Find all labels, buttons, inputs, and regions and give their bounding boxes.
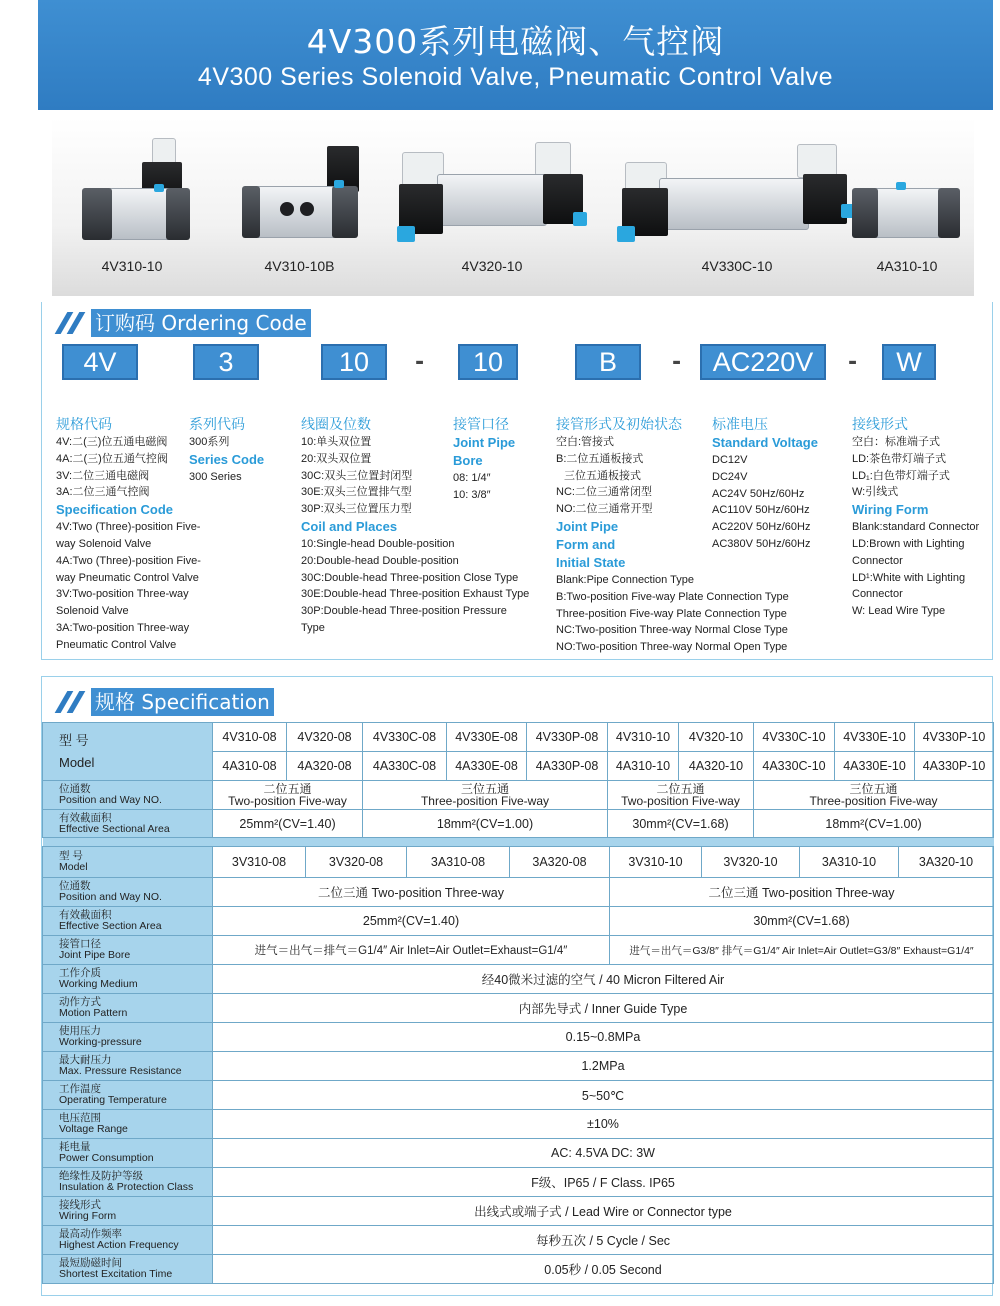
voltage-line: DC24V [712, 470, 748, 483]
joint-line: NC:二位三通常闭型 [556, 486, 652, 499]
spec-row-value: 内部先导式 / Inner Guide Type [213, 994, 994, 1023]
spec-row-value: 0.15~0.8MPa [213, 1023, 994, 1052]
bore-line: 08: 1/4″ [453, 472, 491, 484]
spec-row-value: F级、IP65 / F Class. IP65 [213, 1168, 994, 1197]
code-box-wiring: W [882, 344, 936, 380]
spec-code-line: 4V:Two (Three)-position Five- [56, 521, 201, 534]
voltage-heading: 标准电压 [712, 417, 768, 433]
spec-row-label: 电压范围 Voltage Range [43, 1110, 213, 1139]
spec-code-line: 3A:二位三通气控阀 [56, 486, 150, 499]
spec-code-line: 3V:Two-position Three-way [56, 588, 189, 601]
spec-row-label: 工作温度 Operating Temperature [43, 1081, 213, 1110]
spec-table-3v [42, 846, 994, 1284]
position3-cell: 二位三通 Two-position Three-way [610, 878, 994, 907]
coil-line: 30P:Double-head Three-position Pressure [301, 605, 507, 618]
wiring-line: W:引线式 [852, 486, 899, 499]
model-cell: 4V330C-10 [754, 723, 835, 752]
spec-row-value: ±10% [213, 1110, 994, 1139]
code-separator: - [415, 350, 425, 375]
valve-image [397, 138, 587, 250]
area3-cell: 25mm²(CV=1.40) [213, 907, 610, 936]
model-cell: 4A330C-10 [754, 752, 835, 781]
series-code-line: 300系列 [189, 436, 230, 448]
spec-row-value: 0.05秒 / 0.05 Second [213, 1255, 994, 1284]
model3-cell: 3V310-10 [610, 847, 702, 878]
spec-row-value: 出线式或端子式 / Lead Wire or Connector type [213, 1197, 994, 1226]
spec-code-line: 3A:Two-position Three-way [56, 621, 190, 634]
joint-heading-en: Joint Pipe [556, 518, 619, 534]
code-box-joint: B [575, 344, 641, 380]
valve-image [617, 138, 857, 250]
spec-row-value: AC: 4.5VA DC: 3W [213, 1139, 994, 1168]
position-cell: 二位五通 Two-position Five-way [608, 781, 754, 810]
joint-line: B:二位五通板接式 [556, 452, 644, 465]
spec-code-line: 3V:二位三通电磁阀 [56, 469, 150, 482]
joint-heading-en: Form and [556, 536, 616, 552]
voltage-heading-en: Standard Voltage [712, 435, 818, 450]
series-code-heading-en: Series Code [189, 451, 265, 467]
area-cell: 18mm²(CV=1.00) [754, 810, 994, 838]
bore-heading-en: Bore [453, 453, 483, 468]
bore-line: 10: 3/8″ [453, 488, 491, 501]
spec-code-line: way Solenoid Valve [56, 537, 152, 550]
slash-decoration-icon [55, 312, 87, 334]
joint-heading-en: Initial State [556, 554, 626, 570]
series-code-line: 300 Series [189, 470, 242, 483]
spec-row-label: 耗电量 Power Consumption [43, 1139, 213, 1168]
coil-line: 10:Single-head Double-position [301, 537, 455, 550]
model-cell: 4V320-08 [287, 723, 363, 752]
wiring-heading-en: Wiring Form [852, 502, 929, 518]
spec-row-label: 最大耐压力 Max. Pressure Resistance [43, 1052, 213, 1081]
position-label: 位通数 Position and Way NO. [43, 781, 213, 810]
joint-line: NO:二位三通常开型 [556, 503, 653, 516]
valve-image [82, 138, 192, 248]
coil-line: 10:单头双位置 [301, 436, 372, 448]
spec-row [43, 1139, 994, 1168]
coil-heading: 线圈及位数 [301, 417, 371, 433]
spec-row [43, 1023, 994, 1052]
joint-line: Blank:Pipe Connection Type [556, 573, 694, 586]
coil-line: 20:Double-head Double-position [301, 554, 459, 567]
spec-row [43, 994, 994, 1023]
code-separator: - [848, 350, 858, 375]
product-label: 4V310-10B [264, 258, 335, 274]
model3-cell: 3V310-08 [213, 847, 306, 878]
spec-row [43, 1197, 994, 1226]
coil-heading-en: Coil and Places [301, 518, 398, 534]
spec-row [43, 1226, 994, 1255]
position-cell: 三位五通 Three-position Five-way [363, 781, 608, 810]
spec-row-value: 经40微米过滤的空气 / 40 Micron Filtered Air [213, 965, 994, 994]
area-cell: 25mm²(CV=1.40) [213, 810, 363, 838]
model-cell: 4V310-08 [213, 723, 287, 752]
valve-image [242, 146, 362, 246]
code-box-spec: 4V [62, 344, 138, 380]
bore-heading-en: Joint Pipe [453, 435, 516, 450]
voltage-column [712, 416, 842, 553]
spec-code-heading: 规格代码 [56, 417, 112, 433]
area3-label: 有效截面积 Effective Section Area [43, 907, 213, 936]
spec-row-label: 使用压力 Working-pressure [43, 1023, 213, 1052]
position3-label: 位通数 Position and Way NO. [43, 878, 213, 907]
series-code-column [189, 416, 289, 486]
wiring-heading: 接线形式 [852, 417, 908, 433]
product-label: 4V330C-10 [701, 258, 773, 274]
spec-row [43, 1255, 994, 1284]
model-cell: 4A330E-10 [835, 752, 915, 781]
model3-cell: 3A310-10 [800, 847, 899, 878]
joint-line: NO:Two-position Three-way Normal Open Type [556, 641, 788, 654]
spec-row-value: 5~50℃ [213, 1081, 994, 1110]
spec-row [43, 1168, 994, 1197]
model-cell: 4A330E-08 [447, 752, 527, 781]
voltage-line: AC220V 50Hz/60Hz [712, 521, 811, 534]
title-en: 4V300 Series Solenoid Valve, Pneumatic Control Valve [197, 63, 834, 91]
wiring-column [852, 416, 992, 620]
spec-table-4v [42, 722, 994, 847]
model-cell: 4A310-08 [213, 752, 287, 781]
coil-line: 20:双头双位置 [301, 452, 372, 465]
spec-row-label: 动作方式 Motion Pattern [43, 994, 213, 1023]
voltage-line: DC12V [712, 454, 748, 466]
wiring-line: Connector [852, 588, 903, 601]
product-card [612, 118, 862, 296]
voltage-line: AC24V 50Hz/60Hz [712, 487, 805, 500]
model3-cell: 3A310-08 [407, 847, 510, 878]
wiring-line: Connector [852, 554, 903, 567]
model-cell: 4A330P-08 [527, 752, 608, 781]
coil-line: Type [301, 621, 325, 634]
product-label: 4A310-10 [876, 258, 938, 274]
position-cell: 二位五通 Two-position Five-way [213, 781, 363, 810]
bore-label: 接管口径 Joint Pipe Bore [43, 936, 213, 965]
area3-cell: 30mm²(CV=1.68) [610, 907, 994, 936]
spec-row-label: 绝缘性及防护等级 Insulation & Protection Class [43, 1168, 213, 1197]
coil-line: 30E:Double-head Three-position Exhaust Type [301, 588, 530, 601]
spec-code-line: Solenoid Valve [56, 605, 129, 618]
spec-row-label: 最高动作频率 Highest Action Frequency [43, 1226, 213, 1255]
product-label: 4V320-10 [461, 258, 523, 274]
area-cell: 30mm²(CV=1.68) [608, 810, 754, 838]
product-card [842, 118, 972, 296]
voltage-line: AC110V 50Hz/60Hz [712, 504, 810, 517]
spec-code-line: Pneumatic Control Valve [56, 638, 177, 651]
model3-cell: 3V320-10 [702, 847, 800, 878]
spec-code-line: way Pneumatic Control Valve [56, 571, 199, 584]
joint-line: NC:Two-position Three-way Normal Close Type [556, 624, 788, 637]
model-cell: 4V330C-08 [363, 723, 447, 752]
model-label: 型 号 Model [43, 723, 213, 781]
spec-row [43, 965, 994, 994]
wiring-line: LD¹:White with Lighting [852, 571, 966, 584]
joint-line: B:Two-position Five-way Plate Connection Type [556, 590, 789, 603]
model-cell: 4V320-10 [679, 723, 754, 752]
model-cell: 4V330P-10 [915, 723, 994, 752]
ordering-title: 订购码 Ordering Code [55, 309, 311, 337]
series-code-heading: 系列代码 [189, 417, 245, 433]
bore-heading: 接管口径 [453, 417, 509, 433]
joint-line: 空白:管接式 [556, 436, 615, 448]
code-box-voltage: AC220V [700, 344, 826, 380]
slash-decoration-icon [55, 691, 87, 713]
model-cell: 4V330E-08 [447, 723, 527, 752]
wiring-line: Blank:standard Connector [852, 521, 980, 534]
spec-row-value: 每秒五次 / 5 Cycle / Sec [213, 1226, 994, 1255]
model-cell: 4A310-10 [608, 752, 679, 781]
model3-cell: 3V320-08 [306, 847, 407, 878]
wiring-line: 空白：标准端子式 [852, 436, 940, 448]
spec-row-label: 最短励磁时间 Shortest Excitation Time [43, 1255, 213, 1284]
model-cell: 4V330P-08 [527, 723, 608, 752]
title-cn: 4V300系列电磁阀、气控阀 [306, 22, 725, 61]
model-cell: 4V330E-10 [835, 723, 915, 752]
position-cell: 三位五通 Three-position Five-way [754, 781, 994, 810]
coil-line: 30C:双头三位置封闭型 [301, 469, 413, 482]
model3-label: 型 号 Model [43, 847, 213, 878]
product-label: 4V310-10 [101, 258, 163, 274]
spec-code-heading-en: Specification Code [56, 502, 174, 518]
spec-code-line: 4A:二(三)位五通气控阀 [56, 452, 168, 465]
code-box-bore: 10 [458, 344, 518, 380]
product-card [232, 118, 367, 296]
model-cell: 4A330C-08 [363, 752, 447, 781]
wiring-line: LD:茶色带灯端子式 [852, 452, 947, 465]
position3-cell: 二位三通 Two-position Three-way [213, 878, 610, 907]
model3-cell: 3A320-08 [510, 847, 610, 878]
area-label: 有效截面积 Effective Sectional Area [43, 810, 213, 838]
product-card [397, 118, 587, 296]
spec-row-label: 接线形式 Wiring Form [43, 1197, 213, 1226]
spec-row-label: 工作介质 Working Medium [43, 965, 213, 994]
bore-cell: 进气＝出气＝排气＝G1/4″ Air Inlet=Air Outlet=Exhaust=G1/4″ [213, 936, 610, 965]
product-card [62, 118, 202, 296]
valve-image [852, 178, 962, 248]
coil-line: 30E:双头三位置排气型 [301, 486, 412, 499]
bore-column [453, 416, 543, 504]
product-strip [52, 118, 974, 296]
spec-row [43, 1110, 994, 1139]
model-cell: 4A320-08 [287, 752, 363, 781]
spec-row [43, 1052, 994, 1081]
wiring-line: LD₁:白色带灯端子式 [852, 469, 950, 482]
coil-line: 30C:Double-head Three-position Close Type [301, 571, 519, 584]
joint-heading: 接管形式及初始状态 [556, 417, 682, 433]
code-box-series: 3 [193, 344, 259, 380]
joint-line: Three-position Five-way Plate Connection Type [556, 607, 787, 620]
model-cell: 4A320-10 [679, 752, 754, 781]
bore-cell: 进气＝出气＝G3/8″ 排气＝G1/4″ Air Inlet=Air Outlet=G3/8″ Exhaust=G1/4″ [610, 936, 994, 965]
spec-code-line: 4V:二(三)位五通电磁阀 [56, 436, 168, 448]
spec-row-value: 1.2MPa [213, 1052, 994, 1081]
model-cell: 4V310-10 [608, 723, 679, 752]
wiring-line: W: Lead Wire Type [852, 605, 946, 618]
area-cell: 18mm²(CV=1.00) [363, 810, 608, 838]
spec-title: 规格 Specification [55, 688, 274, 716]
voltage-line: AC380V 50Hz/60Hz [712, 537, 811, 550]
coil-line: 30P:双头三位置压力型 [301, 503, 412, 516]
model-cell: 4A330P-10 [915, 752, 994, 781]
code-box-coil: 10 [321, 344, 387, 380]
model3-cell: 3A320-10 [899, 847, 994, 878]
wiring-line: LD:Brown with Lighting [852, 537, 965, 550]
code-separator: - [672, 350, 682, 375]
spec-code-line: 4A:Two (Three)-position Five- [56, 554, 201, 567]
spec-row [43, 1081, 994, 1110]
joint-line: 三位五通板接式 [564, 469, 641, 482]
header-banner [38, 0, 993, 110]
